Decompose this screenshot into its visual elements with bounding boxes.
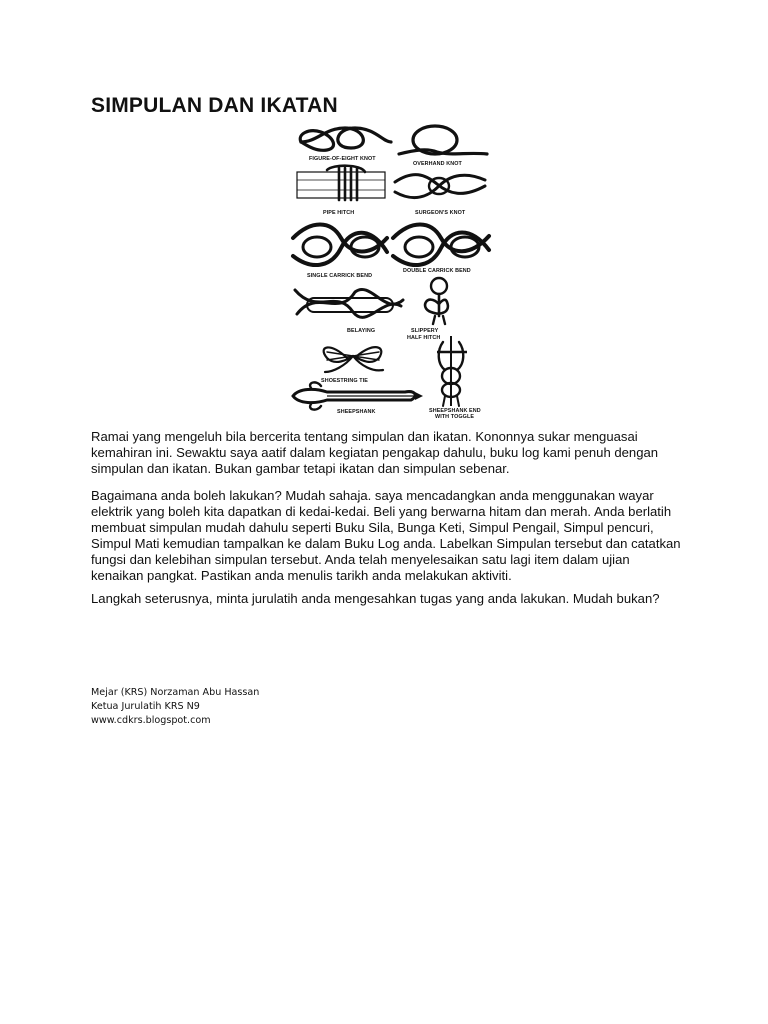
overhand-label: OVERHAND KNOT bbox=[413, 161, 462, 167]
slippery-half-hitch-drawing bbox=[425, 278, 448, 324]
surgeons-knot-drawing bbox=[395, 175, 485, 198]
signature-position: Ketua Jurulatih KRS N9 bbox=[91, 701, 200, 712]
toggle-label-2: WITH TOGGLE bbox=[435, 414, 475, 420]
figure-of-eight-label: FIGURE-OF-EIGHT KNOT bbox=[309, 156, 376, 162]
surgeons-knot-label: SURGEON'S KNOT bbox=[415, 210, 466, 216]
signature-block bbox=[91, 686, 259, 728]
knots-illustration bbox=[287, 120, 497, 420]
sheepshank-drawing bbox=[293, 382, 423, 409]
belaying-drawing bbox=[295, 290, 403, 318]
page-title: SIMPULAN DAN IKATAN bbox=[91, 94, 338, 117]
signature-name: Mejar (KRS) Norzaman Abu Hassan bbox=[91, 687, 260, 698]
double-carrick-label: DOUBLE CARRICK BEND bbox=[403, 268, 471, 274]
single-carrick-label: SINGLE CARRICK BEND bbox=[307, 273, 373, 279]
belaying-label: BELAYING bbox=[347, 328, 376, 334]
sheepshank-label: SHEEPSHANK bbox=[337, 409, 376, 415]
shoestring-tie-drawing bbox=[324, 347, 383, 372]
pipe-hitch-label: PIPE HITCH bbox=[323, 210, 355, 216]
paragraph-1: Ramai yang mengeluh bila bercerita tentang simpulan dan ikatan. Kononnya sukar menguasai kemahiran ini. Sewaktu saya aatif dalam kegiatan pengakap dahulu, buku log kami penuh dengan simpulan dan ikatan. Bukan gambar tetapi ikatan dan simpulan sebenar. bbox=[91, 429, 659, 476]
paragraph-3: Langkah seterusnya, minta jurulatih anda mengesahkan tugas yang anda lakukan. Mudah bukan? bbox=[91, 591, 660, 606]
shoestring-label: SHOESTRING TIE bbox=[321, 378, 368, 384]
toggle-label-1: SHEEPSHANK END bbox=[429, 408, 481, 414]
slippery-label-2: HALF HITCH bbox=[407, 335, 441, 341]
overhand-knot-drawing bbox=[399, 126, 487, 154]
sheepshank-toggle-drawing bbox=[437, 336, 467, 406]
paragraph-2: Bagaimana anda boleh lakukan? Mudah sahaja. saya mencadangkan anda menggunakan wayar elektrik yang boleh kita dapatkan di kedai-kedai. Beli yang berwarna hitam dan merah. Anda berlatih membuat simpulan mudah dahulu seperti Buku Sila, Bunga Keti, Simpul Pengail, Simpul pencuri, Simpul Mati kemudian tampalkan ke dalam Buku Log anda. Labelkan Simpulan tersebut dan catatkan fungsi dan kelebihan simpulan tersebut. Anda telah menyelesaikan satu lagi item dalam ujian kenaikan pangkat. Pastikan anda menulis tarikh anda melakukan aktiviti. bbox=[91, 488, 681, 583]
figure-of-eight-knot-drawing bbox=[300, 128, 391, 150]
double-carrick-bend-drawing bbox=[393, 225, 489, 266]
signature-website: www.cdkrs.blogspot.com bbox=[91, 715, 211, 726]
single-carrick-bend-drawing bbox=[293, 225, 387, 266]
pipe-hitch-drawing bbox=[297, 166, 385, 200]
slippery-label-1: SLIPPERY bbox=[411, 328, 439, 334]
